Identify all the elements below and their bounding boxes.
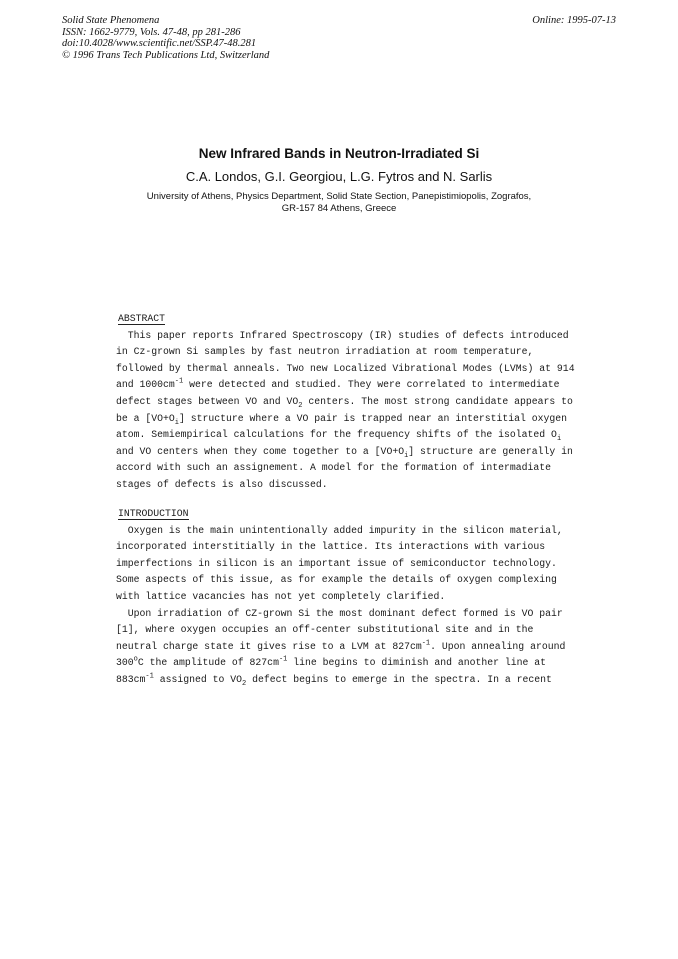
abstract-line: in Cz-grown Si samples by fast neutron irradiation at room temperature,: [116, 346, 534, 358]
abstract-line: This paper reports Infrared Spectroscopy (IR) studies of defects introduced: [116, 329, 569, 341]
journal-name: Solid State Phenomena: [62, 15, 160, 26]
intro-line: with lattice vacancies has not yet completely clarified.: [116, 590, 446, 602]
intro-line: imperfections in silicon is an important issue of semiconductor technology.: [116, 557, 557, 569]
abstract-line: defect stages between VO and $VO_2$ centers. The most strong candidate appears to: [116, 395, 573, 410]
issn-line: ISSN: 1662-9779, Vols. 47-48, pp 281-286: [62, 26, 241, 38]
affiliation-line-1: University of Athens, Physics Department, Solid State Section, Panepistimiopolis, Zografos,: [146, 191, 532, 202]
abstract-line: and VO centers when they come together to a $[VO+O_i]$ structure are generally in: [116, 445, 573, 460]
introduction-heading: INTRODUCTION: [118, 508, 189, 519]
affiliation-line-2: GR-157 84 Athens, Greece: [281, 203, 397, 214]
abstract-line: and $1000cm^{-1}$ were detected and studied. They were correlated to intermediate: [116, 378, 560, 391]
abstract-line: stages of defects is also discussed.: [116, 478, 328, 490]
abstract-line: atom. Semiempirical calculations for the frequency shifts of the isolated $O_i$: [116, 429, 562, 444]
intro-line: incorporated interstitially in the lattice. Its interactions with various: [116, 541, 546, 553]
intro-line: $883cm^{-1}$ assigned to $VO_2$ defect begins to emerge in the spectra. In a recent: [116, 672, 552, 688]
abstract-heading: ABSTRACT: [118, 313, 166, 324]
paper-title: New Infrared Bands in Neutron-Irradiated Si: [198, 146, 480, 161]
intro-line: [1], where oxygen occupies an off-center substitutional site and in the: [116, 624, 534, 636]
publication-header: [62, 15, 269, 61]
introduction-section: [116, 506, 566, 689]
abstract-line: followed by thermal anneals. Two new Localized Vibrational Modes (LVMs) at 914: [116, 362, 575, 374]
abstract-line: accord with such an assignement. A model for the formation of intermadiate: [116, 462, 552, 474]
intro-line: Oxygen is the main unintentionally added impurity in the silicon material,: [116, 524, 563, 536]
author-list: C.A. Londos, G.I. Georgiou, L.G. Fytros and N. Sarlis: [185, 169, 493, 184]
doi-link[interactable]: doi:10.4028/www.scientific.net/SSP.47-48.281: [62, 38, 257, 49]
intro-line: neutral charge state it gives rise to a LVM at $827cm^{-1}$. Upon annealing around: [116, 639, 566, 652]
intro-line: Some aspects of this issue, as for example the details of oxygen complexing: [116, 574, 557, 586]
copyright-line: © 1996 Trans Tech Publications Ltd, Switzerland: [62, 49, 270, 61]
online-date: Online: 1995-07-13: [532, 15, 616, 26]
affiliation: [0, 191, 678, 215]
intro-line: 300$^o$C the amplitude of $827cm^{-1}$ line begins to diminish and another line at: [116, 656, 547, 669]
abstract-section: [116, 311, 575, 494]
intro-line: Upon irradiation of CZ-grown Si the most dominant defect formed is VO pair: [116, 607, 563, 619]
abstract-line: be a $[VO+O_i]$ structure where a VO pair is trapped near an interstitial oxygen: [116, 412, 568, 427]
